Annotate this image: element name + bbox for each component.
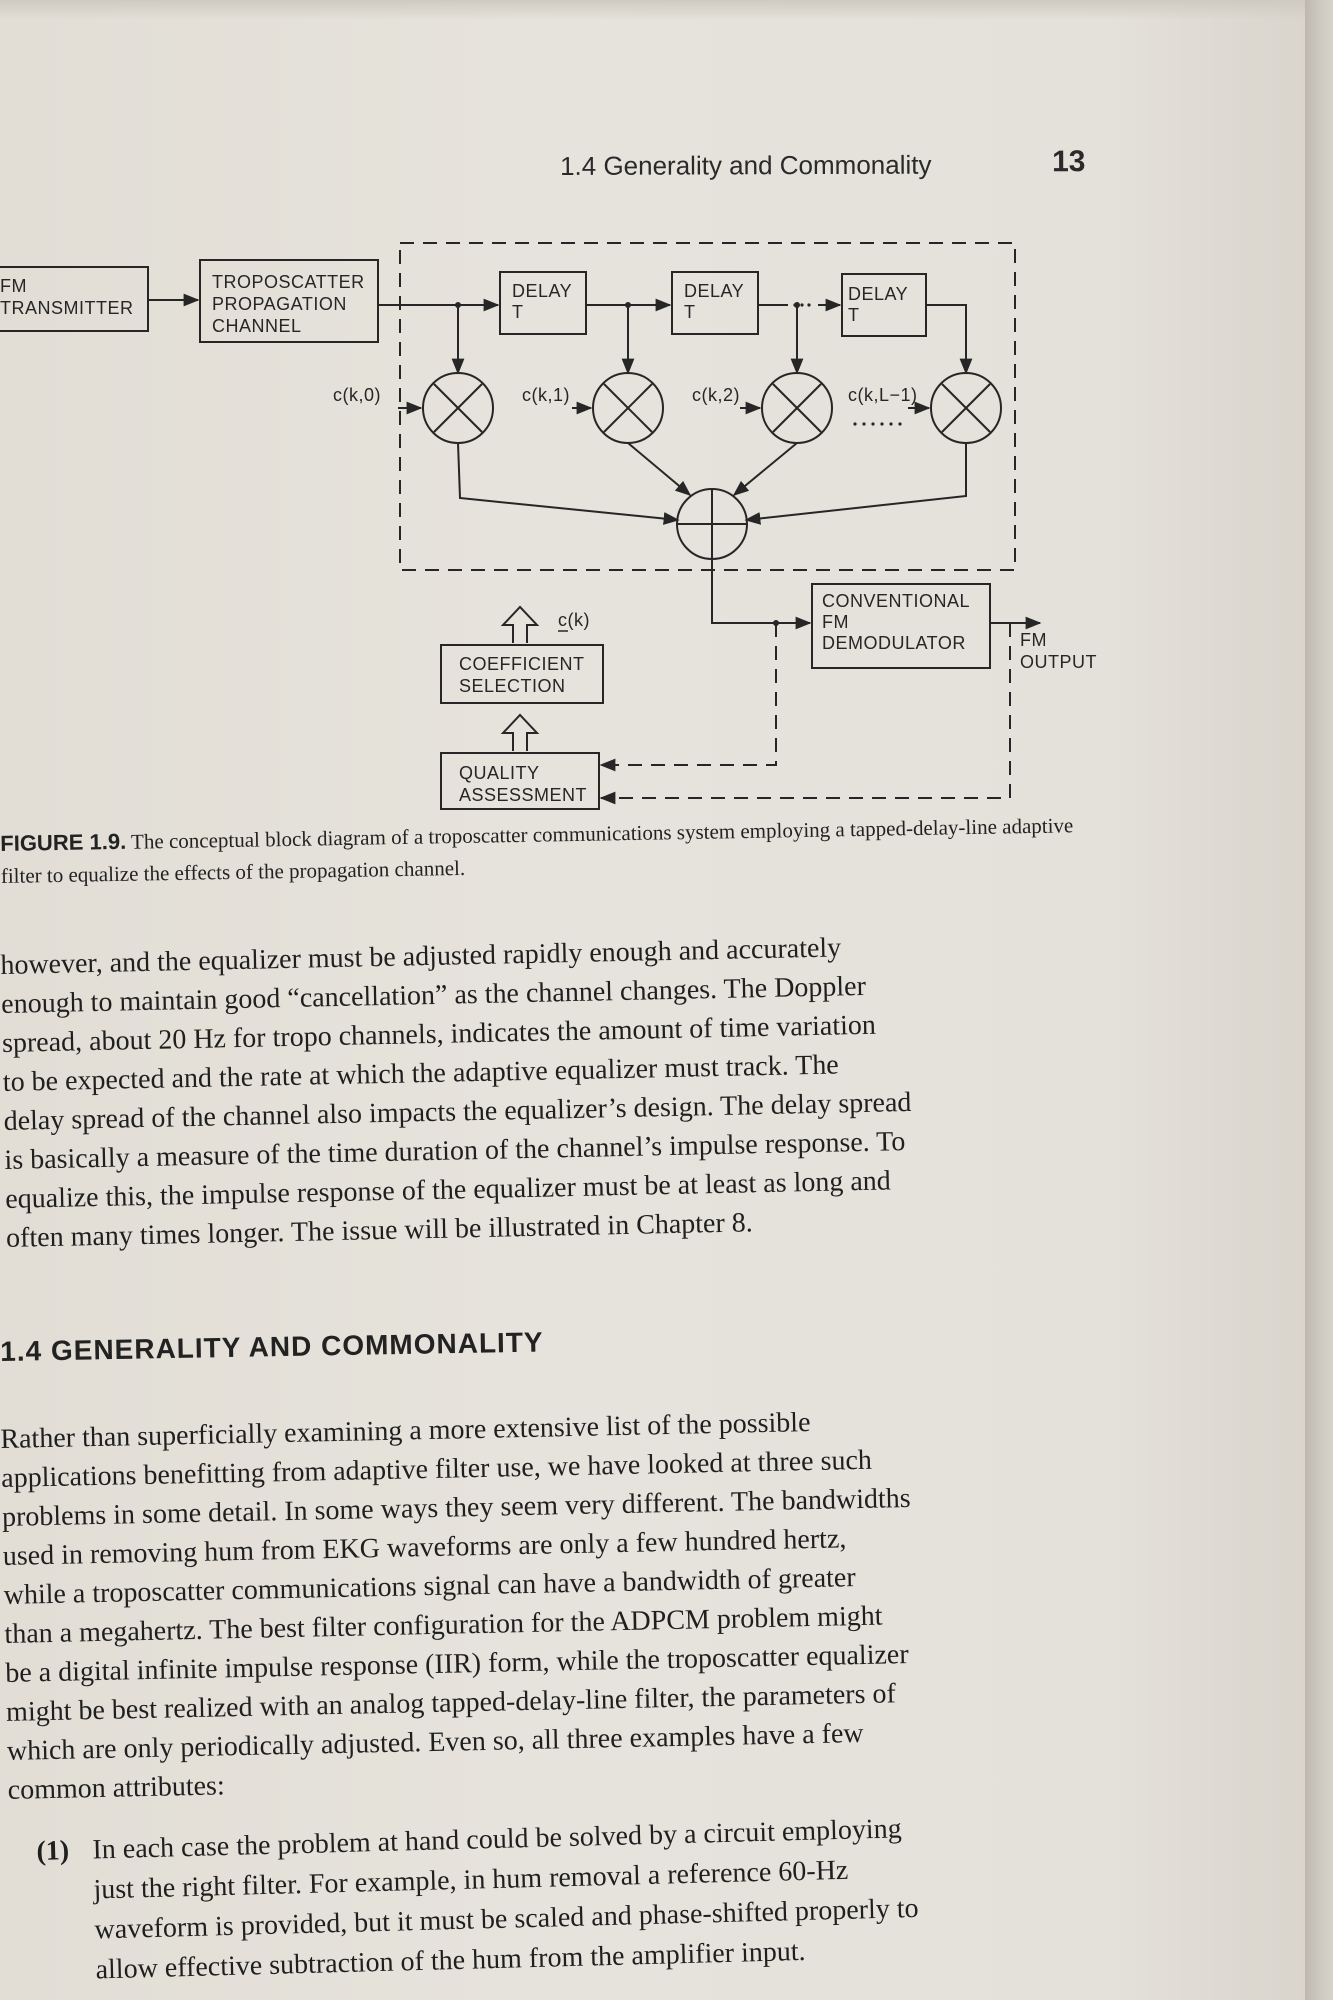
paragraph-line: spread, about 20 Hz for tropo channels, indicates the amount of time variation: [1, 1009, 877, 1059]
tap-coefficient-0: c(k,0): [333, 385, 381, 405]
list-item-text: [92, 1805, 1080, 1991]
tap-coefficient-last: c(k,L−1): [848, 385, 918, 405]
paragraph-line: than a megahertz. The best filter configuration for the ADPCM problem might: [4, 1600, 883, 1650]
page-number: 13: [1051, 145, 1086, 179]
fm-output-label-2: OUTPUT: [1020, 652, 1097, 672]
list-line: waveform is provided, but it must be scaled and phase-shifted properly to: [94, 1892, 919, 1946]
paragraph-generality: [0, 1397, 1088, 1810]
coefficient-selection-label-1: COEFFICIENT: [459, 654, 585, 674]
delay-3-t: T: [848, 305, 860, 325]
paragraph-line: used in removing hum from EKG waveforms are only a few hundred hertz,: [2, 1523, 847, 1572]
list-line: allow effective subtraction of the hum from the amplifier input.: [95, 1935, 806, 1986]
block-diagram: [0, 230, 1300, 820]
coefficient-vector-label: c(k): [558, 610, 590, 630]
delay-3-label: DELAY: [848, 284, 909, 304]
paragraph-line: is basically a measure of the time duration of the channel’s impulse response. To: [4, 1126, 906, 1176]
paragraph-line: common attributes:: [7, 1770, 226, 1806]
multiplier-last: [931, 373, 1001, 443]
paragraph-line: equalize this, the impulse response of the equalizer must be at least as long and: [4, 1165, 892, 1215]
figure-caption: [0, 809, 1091, 892]
paragraph-line: enough to maintain good “cancellation” as the channel changes. The Doppler: [0, 970, 867, 1020]
channel-label-2: PROPAGATION: [212, 294, 347, 314]
paragraph-line: problems in some detail. In some ways they seem very different. The bandwidths: [1, 1482, 911, 1533]
running-head: [560, 145, 1100, 181]
multiplier-2: [762, 373, 832, 443]
list-item-number: (1): [36, 1835, 70, 1867]
delay-2-t: T: [684, 302, 696, 322]
paragraph-line: might be best realized with an analog tapped-delay-line filter, the parameters of: [5, 1678, 897, 1728]
fm-transmitter-label-2: TRANSMITTER: [0, 298, 134, 318]
coefficient-selection-label-2: SELECTION: [459, 676, 566, 696]
paragraph-line: however, and the equalizer must be adjusted rapidly enough and accurately: [0, 932, 842, 981]
delay-1-t: T: [512, 302, 524, 322]
multiplier-1: [593, 373, 663, 443]
fm-transmitter-label-1: FM: [0, 276, 27, 296]
paragraph-line: be a digital infinite impulse response (IIR) form, while the troposcatter equalizer: [4, 1639, 909, 1689]
summing-junction: [677, 489, 747, 559]
quality-assessment-label-2: ASSESSMENT: [459, 785, 588, 805]
tap-coefficient-1: c(k,1): [522, 385, 570, 405]
paragraph-equalizer: [0, 923, 1086, 1258]
tap-coefficient-2: c(k,2): [692, 385, 740, 405]
list-item: [36, 1805, 1080, 1992]
fm-output-label-1: FM: [1020, 630, 1047, 650]
demodulator-label-2: FM: [822, 612, 849, 632]
running-head-title: 1.4 Generality and Commonality: [560, 149, 932, 181]
delay-1-label: DELAY: [512, 281, 573, 301]
page-edge: [1305, 0, 1333, 2000]
list-line: In each case the problem at hand could be solved by a circuit employing: [92, 1813, 903, 1866]
paragraph-line: delay spread of the channel also impacts the equalizer’s design. The delay spread: [3, 1086, 912, 1137]
paragraph-line: which are only periodically adjusted. Even so, all three examples have a few: [6, 1717, 864, 1767]
page-top-shadow: [0, 0, 1305, 20]
multiplier-0: [423, 373, 493, 443]
quality-assessment-label-1: QUALITY: [459, 763, 540, 783]
section-heading: 1.4 GENERALITY AND COMMONALITY: [0, 1326, 544, 1367]
list-line: just the right filter. For example, in hum removal a reference 60-Hz: [93, 1854, 849, 1906]
figure-caption-text: The conceptual block diagram of a troposcatter communications system employing a tapped-delay-line adaptive filter to equalize the effects of the propagation channel.: [0, 813, 1074, 888]
channel-label-3: CHANNEL: [212, 316, 302, 336]
figure-label: FIGURE 1.9.: [0, 828, 127, 856]
delay-2-label: DELAY: [684, 281, 745, 301]
paragraph-line: Rather than superficially examining a more extensive list of the possible: [0, 1407, 811, 1455]
demodulator-label-3: DEMODULATOR: [822, 633, 966, 653]
paragraph-line: while a troposcatter communications signal can have a bandwidth of greater: [3, 1562, 856, 1611]
paragraph-line: often many times longer. The issue will be illustrated in Chapter 8.: [5, 1207, 754, 1254]
channel-label-1: TROPOSCATTER: [212, 272, 365, 292]
paragraph-line: applications benefitting from adaptive filter use, we have looked at three such: [0, 1444, 873, 1494]
paragraph-line: to be expected and the rate at which the adaptive equalizer must track. The: [2, 1049, 840, 1098]
demodulator-label-1: CONVENTIONAL: [822, 591, 971, 611]
